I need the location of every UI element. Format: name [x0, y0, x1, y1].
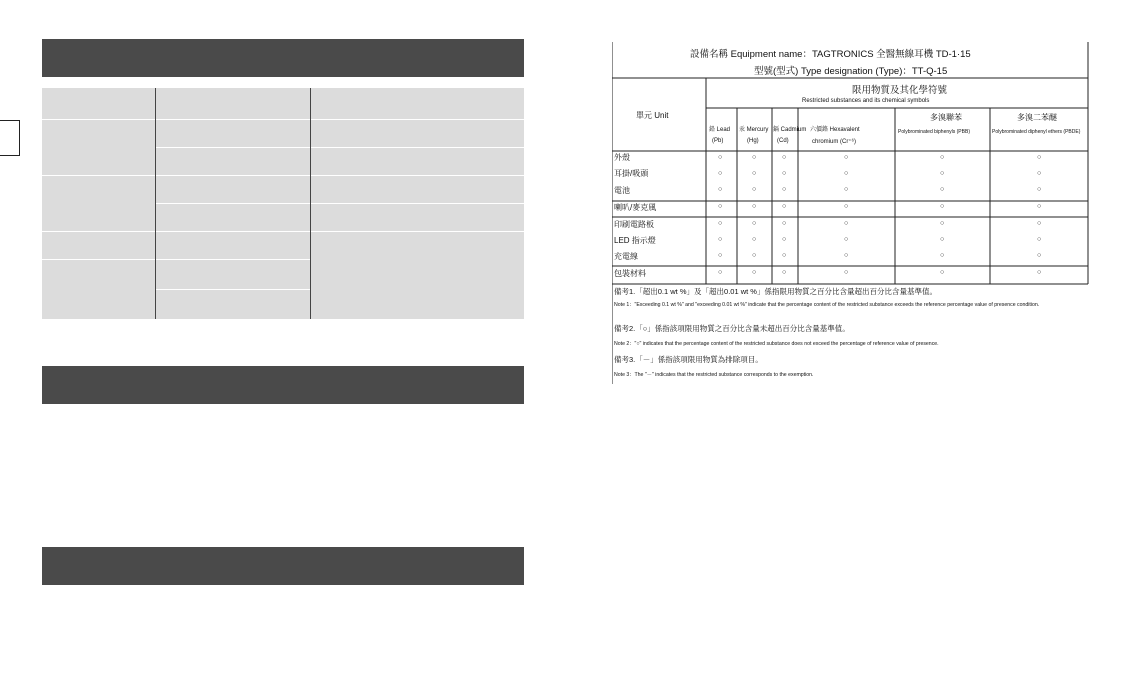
- cell-mark: ○: [782, 203, 787, 210]
- cell-mark: ○: [844, 186, 849, 193]
- col-header-cadmium: 鎘 Cadmium: [773, 127, 807, 133]
- cell-mark: ○: [940, 154, 945, 161]
- cell-mark: ○: [1037, 220, 1042, 227]
- col-header-mercury: 汞 Mercury: [739, 127, 769, 133]
- cell-mark: ○: [718, 220, 723, 227]
- cell-mark: ○: [782, 252, 787, 259]
- restricted-substances-header: 限用物質及其化學符號: [852, 85, 948, 96]
- section-header-bar-2: [42, 366, 524, 404]
- restricted-substances-header-en: Restricted substances and its chemical symbols: [802, 98, 930, 104]
- row-unit-8: 包裝材料: [614, 269, 646, 278]
- cell-mark: ○: [752, 170, 757, 177]
- cell-mark: ○: [752, 154, 757, 161]
- cell-mark: ○: [752, 220, 757, 227]
- cell-mark: ○: [844, 154, 849, 161]
- cell-mark: ○: [844, 236, 849, 243]
- cell-mark: ○: [1037, 170, 1042, 177]
- cell-mark: ○: [940, 220, 945, 227]
- cell-mark: ○: [1037, 252, 1042, 259]
- note-2-en: Note 2："○" indicates that the percentage content of the restricted substance does not exceed the percentage of reference value of presence.: [614, 341, 939, 347]
- cell-mark: ○: [718, 269, 723, 276]
- row-unit-4: 喇叭/麥克風: [614, 203, 657, 212]
- cell-mark: ○: [718, 186, 723, 193]
- cell-mark: ○: [1037, 236, 1042, 243]
- cell-mark: ○: [752, 203, 757, 210]
- cell-mark: ○: [752, 236, 757, 243]
- col-header-pbb: 多溴聯苯: [930, 113, 962, 122]
- cell-mark: ○: [844, 269, 849, 276]
- unit-column-header: 單元 Unit: [636, 111, 669, 120]
- type-designation: 型號(型式) Type designation (Type)：TT-Q-15: [754, 66, 948, 77]
- cell-mark: ○: [752, 252, 757, 259]
- cell-mark: ○: [844, 220, 849, 227]
- row-unit-7: 充電線: [614, 252, 638, 261]
- cell-mark: ○: [782, 220, 787, 227]
- cell-mark: ○: [718, 203, 723, 210]
- row-unit-6: LED 指示燈: [614, 236, 656, 245]
- cell-mark: ○: [782, 170, 787, 177]
- spec-table: [42, 88, 524, 319]
- cell-mark: ○: [844, 252, 849, 259]
- cell-mark: ○: [1037, 186, 1042, 193]
- row-unit-5: 印刷電路板: [614, 220, 654, 229]
- note-3-zh: 備考3.「－」係指該項限用物質為排除項目。: [614, 355, 763, 364]
- section-header-bar-1: [42, 39, 524, 77]
- cell-mark: ○: [782, 154, 787, 161]
- cell-mark: ○: [718, 170, 723, 177]
- cell-mark: ○: [782, 236, 787, 243]
- row-unit-2: 耳掛/吸頭: [614, 169, 649, 178]
- cell-mark: ○: [940, 269, 945, 276]
- rohs-declaration-table: 設備名稱 Equipment name：TAGTRONICS 全醫無線耳機 TD-1·15 型號(型式) Type designation (Type)：TT-Q-15 限用物質及其化學符號 Restricted substances and its chemical symbols 單元 Unit 鉛 Lead (Pb) 汞 Mercury (Hg) 鎘 Cadmium (Cd) 六價鉻 Hexavalent chromium (Cr⁺⁶) 多溴聯苯 Polybrominated biphenyls (PBB) 多溴二苯醚 Polybrominated diphenyl ethers (PBDE) 外殼 耳掛/吸頭 電池 喇叭/麥克風 印刷電路板 LED 指示燈 充電線 包裝材料 ○ ○ ○ ○ ○ ○ ○ ○ ○ ○ ○ ○ ○ ○ ○ ○ ○ ○ ○ ○ ○ ○ ○ ○ ○ ○ ○ ○ ○ ○ ○ ○ ○ ○ ○ ○ ○ ○ ○ ○ ○ ○ ○ ○ ○ ○ ○ ○ 備考1.「超出0.1 wt %」及「超出0.01 wt %」係指限用物質之百分比含量超出百分比含量基準值。 Note 1："Exceeding 0.1 wt %" and "exceeding 0.01 wt %" indicate that the percentage content of the restricted substance exceeds the reference percentage value of presence condition. 備考2.「○」係指該項限用物質之百分比含量未超出百分比含量基準值。 Note 2："○" indicates that the percentage content of the restricted substance does not exceed the percentage of reference value of presence. 備考3.「－」係指該項限用物質為排除項目。 Note 3：The "－" indicates that the restricted substance corresponds to the exemption.: [612, 38, 1090, 384]
- note-3-en: Note 3：The "－" indicates that the restricted substance corresponds to the exemption.: [614, 372, 814, 378]
- cell-mark: ○: [752, 269, 757, 276]
- note-2-zh: 備考2.「○」係指該項限用物質之百分比含量未超出百分比含量基準值。: [614, 324, 850, 333]
- cell-mark: ○: [940, 252, 945, 259]
- cell-mark: ○: [1037, 154, 1042, 161]
- cell-mark: ○: [940, 236, 945, 243]
- cell-mark: ○: [718, 252, 723, 259]
- equipment-name: 設備名稱 Equipment name：TAGTRONICS 全醫無線耳機 TD-1·15: [690, 49, 971, 60]
- page-tab-marker: [0, 120, 20, 156]
- col-header-hexavalent-chromium: 六價鉻 Hexavalent: [810, 127, 860, 133]
- cell-mark: ○: [844, 203, 849, 210]
- cell-mark: ○: [844, 170, 849, 177]
- cell-mark: ○: [782, 269, 787, 276]
- cell-mark: ○: [718, 154, 723, 161]
- row-unit-3: 電池: [614, 186, 630, 195]
- cell-mark: ○: [752, 186, 757, 193]
- section-header-bar-3: [42, 547, 524, 585]
- cell-mark: ○: [1037, 203, 1042, 210]
- col-header-lead: 鉛 Lead: [709, 127, 731, 133]
- cell-mark: ○: [1037, 269, 1042, 276]
- cell-mark: ○: [940, 170, 945, 177]
- note-1-en: Note 1："Exceeding 0.1 wt %" and "exceeding 0.01 wt %" indicate that the percentage content of the restricted substance exceeds the reference percentage value of presence condition.: [614, 302, 1040, 308]
- cell-mark: ○: [782, 186, 787, 193]
- cell-mark: ○: [940, 186, 945, 193]
- note-1-zh: 備考1.「超出0.1 wt %」及「超出0.01 wt %」係指限用物質之百分比含量超出百分比含量基準值。: [614, 287, 937, 296]
- col-header-pbde: 多溴二苯醚: [1017, 113, 1057, 122]
- cell-mark: ○: [940, 203, 945, 210]
- cell-mark: ○: [718, 236, 723, 243]
- row-unit-1: 外殼: [614, 153, 630, 162]
